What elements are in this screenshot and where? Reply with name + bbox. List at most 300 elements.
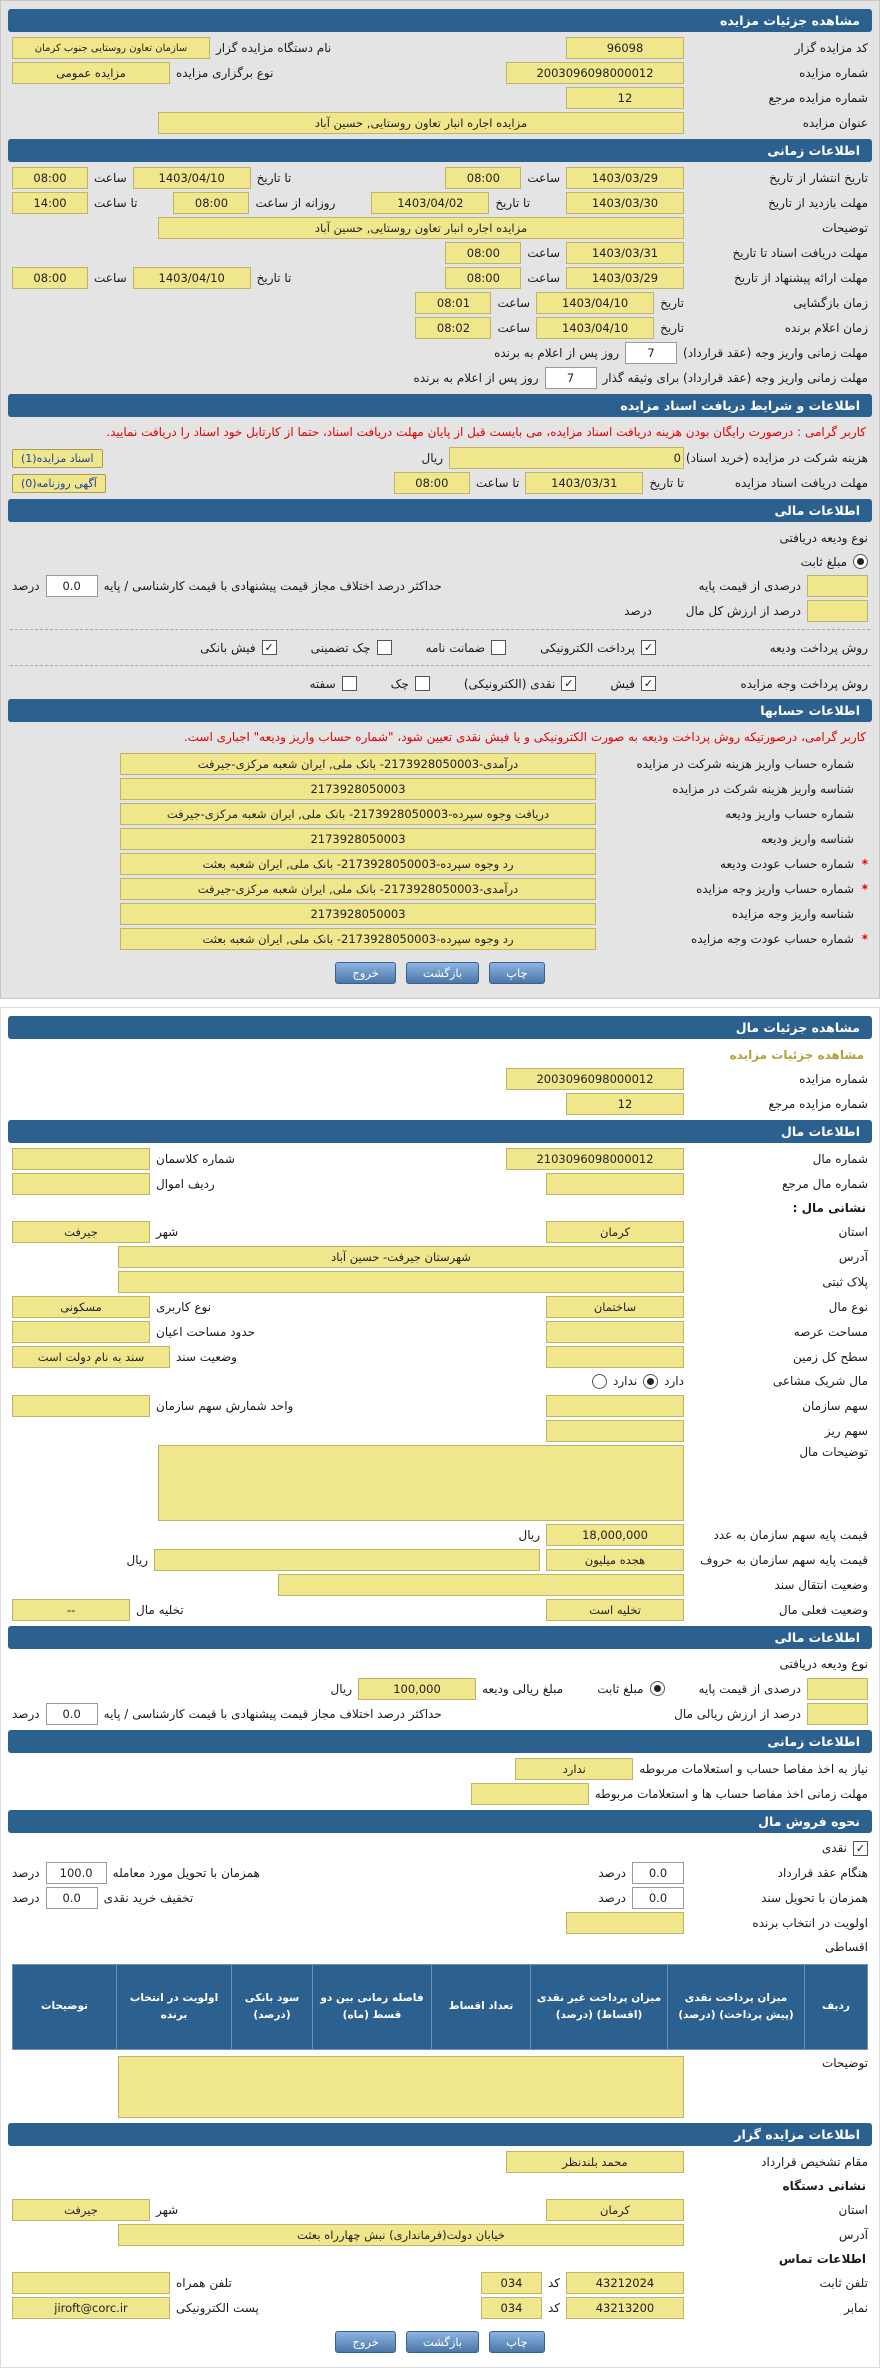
account-deposit-refund-input[interactable] <box>120 853 596 875</box>
at-delivery-label: همزمان با تحویل مورد معامله <box>112 1865 260 1880</box>
at-contract-label: هنگام عقد قرارداد <box>777 1865 868 1880</box>
deposit-method-electronic[interactable] <box>540 640 656 655</box>
base-price-number-rial-label: ریال <box>518 1527 540 1542</box>
account-fee-deposit-input[interactable] <box>120 753 596 775</box>
column-installment-interval: فاصله زمانی بین دو قسط (ماه) <box>313 1964 432 2049</box>
row-account-auction-payment <box>12 878 868 900</box>
total-land-label: سطح کل زمین <box>792 1349 868 1364</box>
deposit-payment-options <box>200 640 656 655</box>
asset-percent-of-base-label: درصدی از قیمت پایه <box>698 1681 801 1696</box>
guarantee-letter-checkbox[interactable] <box>491 640 506 655</box>
auction-ref-number-input[interactable] <box>566 87 684 109</box>
row-auctioneer <box>12 37 868 59</box>
timing-description-input[interactable] <box>158 217 684 239</box>
building-area-label: حدود مساحت اعیان <box>156 1324 256 1339</box>
shared-ownership-label: مال شریک مشاعی <box>772 1374 868 1389</box>
fixed-amount-radio[interactable] <box>853 554 868 569</box>
breadcrumb-auction-details-link[interactable]: مشاهده جزئیات مزایده <box>729 1047 864 1062</box>
evacuation-label: تخلیه مال <box>136 1602 184 1617</box>
account-deposit-refund-label: شماره حساب عودت ودیعه <box>720 856 854 871</box>
exit-button[interactable]: خروج <box>335 2331 395 2353</box>
row-org-address <box>12 2224 868 2246</box>
row-auction-ref-number <box>12 87 868 109</box>
row-account-deposit-refund <box>12 853 868 875</box>
row-participation-fee <box>12 447 868 469</box>
auction-type-label: نوع برگزاری مزایده <box>176 66 274 80</box>
asset-fixed-amount-label: مبلغ ثابت <box>597 1681 644 1696</box>
contact-info-title: اطلاعات تماس <box>778 2251 866 2266</box>
row-current-status <box>12 1599 868 1621</box>
participation-fee-label: هزینه شرکت در مزایده (خرید اسناد) <box>685 451 868 466</box>
auction-payment-options <box>309 676 656 691</box>
auction-type-field <box>12 62 273 84</box>
base-price-words-extra-input[interactable] <box>154 1549 540 1571</box>
shared-yes-radio[interactable] <box>643 1374 658 1389</box>
asset-usage-input[interactable] <box>12 1296 150 1318</box>
mobile-field <box>12 2272 232 2294</box>
asset-number-input[interactable] <box>506 1148 684 1170</box>
asset-address-input[interactable] <box>118 1246 684 1268</box>
docs-deadline-date-input[interactable] <box>566 242 684 264</box>
organization-share-input[interactable] <box>546 1395 684 1417</box>
phone-code-label: کد <box>547 2275 560 2290</box>
document-deadline-date-label: تا تاریخ <box>649 476 684 491</box>
sale-description-label: توضیحات <box>821 2055 868 2070</box>
section-header-asset-info: اطلاعات مال <box>8 1120 872 1143</box>
row-asset-province-city <box>12 1221 868 1243</box>
publish-end-time-input[interactable] <box>12 167 88 189</box>
deposit-amount-input[interactable] <box>358 1678 476 1700</box>
winner-time-input[interactable] <box>415 317 491 339</box>
row-org-province-city <box>12 2199 868 2221</box>
auction-title-label: عنوان مزایده <box>802 116 868 130</box>
cash-discount-field <box>12 1887 193 1909</box>
asset-percent-of-value-input[interactable] <box>807 1703 868 1725</box>
percent-of-base-label: درصدی از قیمت پایه <box>698 579 801 594</box>
document-deadline-hour-label: تا ساعت <box>475 476 520 491</box>
at-contract-input[interactable] <box>632 1862 684 1884</box>
row-asset-auction-ref <box>12 1093 868 1115</box>
row-auction-number <box>12 62 868 84</box>
certified-check-label: چک تضمینی <box>310 640 371 655</box>
visit-end-field <box>371 192 530 214</box>
at-deed-transfer-input[interactable] <box>632 1887 684 1909</box>
asset-type-input[interactable] <box>546 1296 684 1318</box>
at-delivery-field <box>12 1862 260 1884</box>
row-deed-transfer-status <box>12 1574 868 1596</box>
column-winner-priority: اولویت در انتخاب برنده <box>117 1964 232 2049</box>
row-auction-title <box>12 112 868 134</box>
row-account-auction-refund <box>12 928 868 950</box>
current-status-input[interactable] <box>546 1599 684 1621</box>
winner-date-input[interactable] <box>536 317 654 339</box>
electronic-payment-label: پرداخت الکترونیکی <box>540 640 635 655</box>
share-unit-field <box>12 1395 293 1417</box>
share-detail-input[interactable] <box>546 1420 684 1442</box>
asset-fixed-amount-option[interactable] <box>597 1681 664 1696</box>
row-payment-deadline-contract <box>12 342 868 364</box>
document-deadline-date-input[interactable] <box>525 472 643 494</box>
row-offer-period <box>12 267 868 289</box>
evacuation-field <box>12 1599 184 1621</box>
column-noncash-payment-percent: میزان پرداخت غیر نقدی (اقساط) (درصد) <box>531 1964 668 2049</box>
column-row-number: ردیف <box>805 1964 868 2049</box>
base-price-words-label: قیمت پایه سهم سازمان به حروف <box>700 1552 868 1567</box>
row-installment <box>12 1937 868 1958</box>
asset-percent-of-base-input[interactable] <box>807 1678 868 1700</box>
offer-end-time-input[interactable] <box>12 267 88 289</box>
auction-title-input[interactable] <box>158 112 684 134</box>
opening-time-label: زمان بازگشایی <box>793 296 868 310</box>
guarantee-letter-label: ضمانت نامه <box>425 640 486 655</box>
org-city-input[interactable] <box>12 2199 150 2221</box>
cash-sale-checkbox[interactable] <box>853 1841 868 1856</box>
building-area-field <box>12 1321 255 1343</box>
shared-yes-label: دارد <box>664 1374 684 1389</box>
payment-deadline-contract-suffix: روز پس از اعلام به برنده <box>494 346 620 360</box>
evacuation-input[interactable] <box>12 1599 130 1621</box>
offer-start-time-input[interactable] <box>445 267 521 289</box>
contract-officer-input[interactable] <box>506 2151 684 2173</box>
section-header-timing: اطلاعات زمانی <box>8 139 872 162</box>
section-header-financial: اطلاعات مالی <box>8 499 872 522</box>
at-deed-transfer-label: همزمان با تحویل سند <box>761 1890 868 1905</box>
auctioneer-code-input[interactable] <box>566 37 684 59</box>
account-auction-payment-label: شماره حساب واریز وجه مزایده <box>696 881 854 896</box>
row-asset-areas <box>12 1321 868 1343</box>
contract-officer-label: مقام تشخیص قرارداد <box>761 2154 868 2169</box>
visit-end-date-input[interactable] <box>371 192 489 214</box>
asset-max-difference-field <box>12 1703 442 1725</box>
installment-label: اقساطی <box>825 1940 868 1955</box>
cash-electronic-checkbox[interactable] <box>561 676 576 691</box>
print-button[interactable]: چاپ <box>489 962 544 984</box>
max-difference-field <box>12 575 442 597</box>
account-fee-id-label: شناسه واریز هزینه شرکت در مزایده <box>672 781 854 796</box>
publish-end-date-label: تا تاریخ <box>256 171 292 185</box>
share-unit-input[interactable] <box>12 1395 150 1417</box>
visit-end-date-label: تا تاریخ <box>495 196 531 210</box>
publish-end-date-input[interactable] <box>133 167 251 189</box>
clearance-need-input[interactable] <box>515 1758 633 1780</box>
deed-status-input[interactable] <box>12 1346 170 1368</box>
asset-province-input[interactable] <box>546 1221 684 1243</box>
row-registration-plate <box>12 1271 868 1293</box>
opening-time-input[interactable] <box>415 292 491 314</box>
back-button[interactable]: بازگشت <box>406 962 479 984</box>
publish-start-time-input[interactable] <box>445 167 521 189</box>
asset-row-label: ردیف اموال <box>156 1176 215 1191</box>
column-cash-payment-percent: میزان پرداخت نقدی (پیش پرداخت) (درصد) <box>668 1964 805 2049</box>
slip-checkbox[interactable] <box>641 676 656 691</box>
asset-details-panel <box>0 1007 880 2368</box>
row-visit-period <box>12 192 868 214</box>
asset-row-input[interactable] <box>12 1173 150 1195</box>
row-organization-share <box>12 1395 868 1417</box>
section-header-asset-timing: اطلاعات زمانی <box>8 1730 872 1753</box>
asset-max-difference-label: حداکثر درصد اختلاف مجاز قیمت پیشنهادی با قیمت کارشناسی / پایه <box>103 1706 442 1721</box>
deposit-method-bank-slip[interactable] <box>200 640 276 655</box>
sale-description-textarea[interactable] <box>118 2056 684 2118</box>
visit-start-field <box>566 192 868 214</box>
row-account-fee-id <box>12 778 868 800</box>
section-header-accounts: اطلاعات حسابها <box>8 699 872 722</box>
opening-date-word-label: تاریخ <box>660 296 684 310</box>
row-asset-ref <box>12 1173 868 1195</box>
auction-type-input[interactable] <box>12 62 170 84</box>
winner-hour-label: ساعت <box>497 321 531 335</box>
deposit-amount-rial-label: ریال <box>330 1681 353 1696</box>
publish-start-label: تاریخ انتشار از تاریخ <box>769 171 868 185</box>
percent-of-total-value-label: درصد از ارزش کل مال <box>685 604 801 619</box>
panel2-action-buttons <box>6 2331 874 2353</box>
asset-auction-number-label: شماره مزایده <box>799 1071 868 1086</box>
deposit-method-guarantee[interactable] <box>426 640 507 655</box>
clearance-deadline-input[interactable] <box>471 1783 589 1805</box>
row-shared-ownership <box>12 1371 868 1392</box>
org-address-label: آدرس <box>838 2227 868 2242</box>
row-account-deposit <box>12 803 868 825</box>
required-asterisk <box>860 857 868 871</box>
account-fee-deposit-label: شماره حساب واریز هزینه شرکت در مزایده <box>636 756 854 771</box>
percent-of-total-value-input[interactable] <box>807 600 868 622</box>
max-difference-input[interactable] <box>46 575 98 597</box>
row-cash-sale <box>12 1838 868 1859</box>
certified-check-checkbox[interactable] <box>377 640 392 655</box>
org-city-label: شهر <box>156 2202 179 2217</box>
timing-description-label: توضیحات <box>821 221 868 235</box>
base-price-words-rial-label: ریال <box>126 1552 148 1567</box>
email-input[interactable] <box>12 2297 170 2319</box>
account-auction-refund-input[interactable] <box>120 928 596 950</box>
max-difference-percent-label: درصد <box>12 579 40 594</box>
row-contract-officer <box>12 2151 868 2173</box>
org-city-field <box>12 2199 178 2221</box>
document-terms-warning: کاربر گرامی : درصورت رایگان بودن هزینه دریافت اسناد مزایده، می بایست قبل از پایان مهلت دریافت اسناد، حتما از کارتابل خود اسناد را دریافت نمایید. <box>106 425 866 439</box>
classification-field <box>12 1148 235 1170</box>
row-account-auction-payment-id <box>12 903 868 925</box>
percent-of-base-input[interactable] <box>807 575 868 597</box>
clearance-need-label: نیاز به اخذ مفاصا حساب و استعلامات مربوطه <box>639 1761 868 1776</box>
cash-sale-label: نقدی <box>821 1841 847 1856</box>
asset-auction-ref-label: شماره مزایده مرجع <box>768 1096 868 1111</box>
base-price-number-input[interactable] <box>546 1524 684 1546</box>
participation-fee-input[interactable] <box>449 447 684 469</box>
account-deposit-id-input[interactable] <box>120 828 596 850</box>
asset-city-field <box>12 1221 178 1243</box>
row-total-land-deed <box>12 1346 868 1368</box>
cash-discount-input[interactable] <box>46 1887 98 1909</box>
asset-number-label: شماره مال <box>812 1151 868 1166</box>
org-address-input[interactable] <box>118 2224 684 2246</box>
base-price-words-input[interactable] <box>546 1549 684 1571</box>
visit-daily-from-field <box>173 192 335 214</box>
phone-code-input[interactable] <box>481 2272 542 2294</box>
phone-label: تلفن ثابت <box>819 2275 868 2290</box>
registration-plate-input[interactable] <box>118 1271 684 1293</box>
auction-number-label: شماره مزایده <box>799 66 868 80</box>
building-area-input[interactable] <box>12 1321 150 1343</box>
row-opening-time <box>12 292 868 314</box>
account-deposit-id-label: شناسه واریز ودیعه <box>760 831 854 846</box>
offer-end-date-input[interactable] <box>133 267 251 289</box>
visit-start-date-input[interactable] <box>566 192 684 214</box>
asset-auction-ref-input[interactable] <box>566 1093 684 1115</box>
land-area-input[interactable] <box>546 1321 684 1343</box>
electronic-payment-checkbox[interactable] <box>641 640 656 655</box>
fax-code-input[interactable] <box>481 2297 542 2319</box>
at-delivery-percent-label: درصد <box>12 1865 40 1880</box>
accounts-warning: کاربر گرامی، درصورتیکه روش پرداخت ودیعه به صورت الکترونیکی و یا فیش نقدی تعیین شود، "شماره حساب واریز ودیعه" اجباری است. <box>183 730 866 745</box>
account-fee-id-input[interactable] <box>120 778 596 800</box>
opening-date-input[interactable] <box>536 292 654 314</box>
offer-end-hour-label: ساعت <box>94 271 127 285</box>
row-asset-deposit-type <box>12 1654 868 1675</box>
asset-max-difference-input[interactable] <box>46 1703 98 1725</box>
newspaper-ad-button[interactable]: آگهی روزنامه(0) <box>12 474 106 493</box>
payment-method-check[interactable] <box>391 676 430 691</box>
payment-deadline-contract-label: مهلت زمانی واریز وجه (عقد قرارداد) <box>683 346 868 360</box>
dashed-divider <box>10 629 870 630</box>
asset-ref-input[interactable] <box>546 1173 684 1195</box>
row-payment-deadline-guarantor <box>12 367 868 389</box>
base-price-number-label: قیمت پایه سهم سازمان به عدد <box>713 1527 868 1542</box>
deposit-amount-label: مبلغ ریالی ودیعه <box>482 1681 564 1696</box>
winner-priority-input[interactable] <box>566 1912 684 1934</box>
payment-method-slip[interactable] <box>610 676 656 691</box>
org-province-label: استان <box>838 2202 868 2217</box>
asset-description-label: توضیحات مال <box>799 1444 868 1459</box>
docs-deadline-hour-label: ساعت <box>527 246 560 260</box>
at-delivery-input[interactable] <box>46 1862 107 1884</box>
row-asset-description <box>12 1445 868 1521</box>
asset-percent-of-value-label: درصد از ارزش ریالی مال <box>674 1706 801 1721</box>
row-share-detail <box>12 1420 868 1442</box>
asset-city-input[interactable] <box>12 1221 150 1243</box>
section-header-document-terms: اطلاعات و شرایط دریافت اسناد مزایده <box>8 394 872 417</box>
docs-deadline-label: مهلت دریافت اسناد تا تاریخ <box>732 246 868 260</box>
visit-daily-from-time-input[interactable] <box>173 192 249 214</box>
promissory-note-label: سفته <box>309 676 336 691</box>
cash-discount-label: تخفیف خرید نقدی <box>103 1890 194 1905</box>
share-unit-label: واحد شمارش سهم سازمان <box>156 1398 294 1413</box>
row-fax-email <box>12 2297 868 2319</box>
asset-type-label: نوع مال <box>828 1299 868 1314</box>
mobile-label: تلفن همراه <box>176 2275 232 2290</box>
account-auction-payment-id-input[interactable] <box>120 903 596 925</box>
payment-deadline-contract-days-input[interactable] <box>625 342 677 364</box>
auction-details-panel <box>0 0 880 999</box>
auction-documents-button[interactable]: اسناد مزایده(1) <box>12 449 103 468</box>
promissory-note-checkbox[interactable] <box>342 676 357 691</box>
row-percent-of-base <box>12 575 868 597</box>
check-checkbox[interactable] <box>415 676 430 691</box>
row-asset-auction-number <box>12 1068 868 1090</box>
exit-button[interactable]: خروج <box>335 962 395 984</box>
deed-status-field <box>12 1346 237 1368</box>
publish-end-field <box>12 167 291 189</box>
email-field <box>12 2297 259 2319</box>
print-button[interactable]: چاپ <box>489 2331 544 2353</box>
slip-label: فیش <box>610 676 635 691</box>
deed-transfer-status-input[interactable] <box>278 1574 684 1596</box>
asset-usage-field <box>12 1296 211 1318</box>
row-asset-address <box>12 1246 868 1268</box>
column-installment-count: تعداد اقساط <box>432 1964 531 2049</box>
installment-table <box>12 1964 868 2050</box>
publish-start-hour-label: ساعت <box>527 171 560 185</box>
auctioneer-name-input[interactable] <box>12 37 210 59</box>
section-header-asset-details: مشاهده جزئیات مال <box>8 1016 872 1039</box>
account-deposit-input[interactable] <box>120 803 596 825</box>
at-contract-percent-label: درصد <box>598 1865 626 1880</box>
shared-no-radio[interactable] <box>592 1374 607 1389</box>
section-header-auctioneer-info: اطلاعات مزایده گزار <box>8 2123 872 2146</box>
column-bank-interest: سود بانکی (درصد) <box>232 1964 313 2049</box>
panel1-action-buttons <box>6 962 874 984</box>
visit-daily-to-label: تا ساعت <box>94 196 138 210</box>
total-land-input[interactable] <box>546 1346 684 1368</box>
asset-usage-label: نوع کاربری <box>156 1299 212 1314</box>
row-winner-priority <box>12 1912 868 1934</box>
payment-method-cash-electronic[interactable] <box>464 676 577 691</box>
offer-start-label: مهلت ارائه پیشنهاد از تاریخ <box>733 271 868 285</box>
account-auction-refund-label: شماره حساب عودت وجه مزایده <box>690 931 854 946</box>
auction-number-input[interactable] <box>506 62 684 84</box>
deed-transfer-status-label: وضعیت انتقال سند <box>774 1577 868 1592</box>
phone-input[interactable] <box>566 2272 684 2294</box>
document-deadline-time-input[interactable] <box>394 472 470 494</box>
classification-input[interactable] <box>12 1148 150 1170</box>
asset-address-label: آدرس <box>838 1249 868 1264</box>
document-deadline-label: مهلت دریافت اسناد مزایده <box>734 476 868 491</box>
fax-input[interactable] <box>566 2297 684 2319</box>
offer-start-date-input[interactable] <box>566 267 684 289</box>
share-detail-label: سهم ریز <box>824 1423 868 1438</box>
row-asset-deposit-options <box>12 1678 868 1700</box>
required-asterisk <box>860 882 868 896</box>
asset-address-title: نشانی مال : <box>792 1200 866 1215</box>
row-winner-announcement <box>12 317 868 339</box>
account-auction-payment-input[interactable] <box>120 878 596 900</box>
percent-of-total-value-percent-label: درصد <box>624 604 652 619</box>
mobile-input[interactable] <box>12 2272 170 2294</box>
asset-city-label: شهر <box>156 1224 179 1239</box>
visit-daily-to-time-input[interactable] <box>12 192 88 214</box>
asset-ref-label: شماره مال مرجع <box>781 1176 868 1191</box>
docs-deadline-time-input[interactable] <box>445 242 521 264</box>
participation-fee-rial-label: ریال <box>421 451 443 466</box>
column-description: توضیحات <box>13 1964 117 2049</box>
offer-end-date-label: تا تاریخ <box>256 271 292 285</box>
deposit-method-certified-check[interactable] <box>311 640 392 655</box>
asset-province-label: استان <box>838 1224 868 1239</box>
payment-method-promissory[interactable] <box>309 676 356 691</box>
payment-deadline-guarantor-days-input[interactable] <box>545 367 597 389</box>
bank-slip-checkbox[interactable] <box>262 640 277 655</box>
row-fixed-amount-option <box>12 551 868 572</box>
back-button[interactable]: بازگشت <box>406 2331 479 2353</box>
asset-fixed-amount-radio[interactable] <box>650 1681 665 1696</box>
publish-start-date-input[interactable] <box>566 167 684 189</box>
fax-code-label: کد <box>547 2300 560 2315</box>
asset-description-textarea[interactable] <box>158 1445 684 1521</box>
asset-auction-number-input[interactable] <box>506 1068 684 1090</box>
opening-hour-label: ساعت <box>497 296 531 310</box>
row-account-fee-deposit <box>12 753 868 775</box>
offer-start-hour-label: ساعت <box>527 271 560 285</box>
org-province-input[interactable] <box>546 2199 684 2221</box>
